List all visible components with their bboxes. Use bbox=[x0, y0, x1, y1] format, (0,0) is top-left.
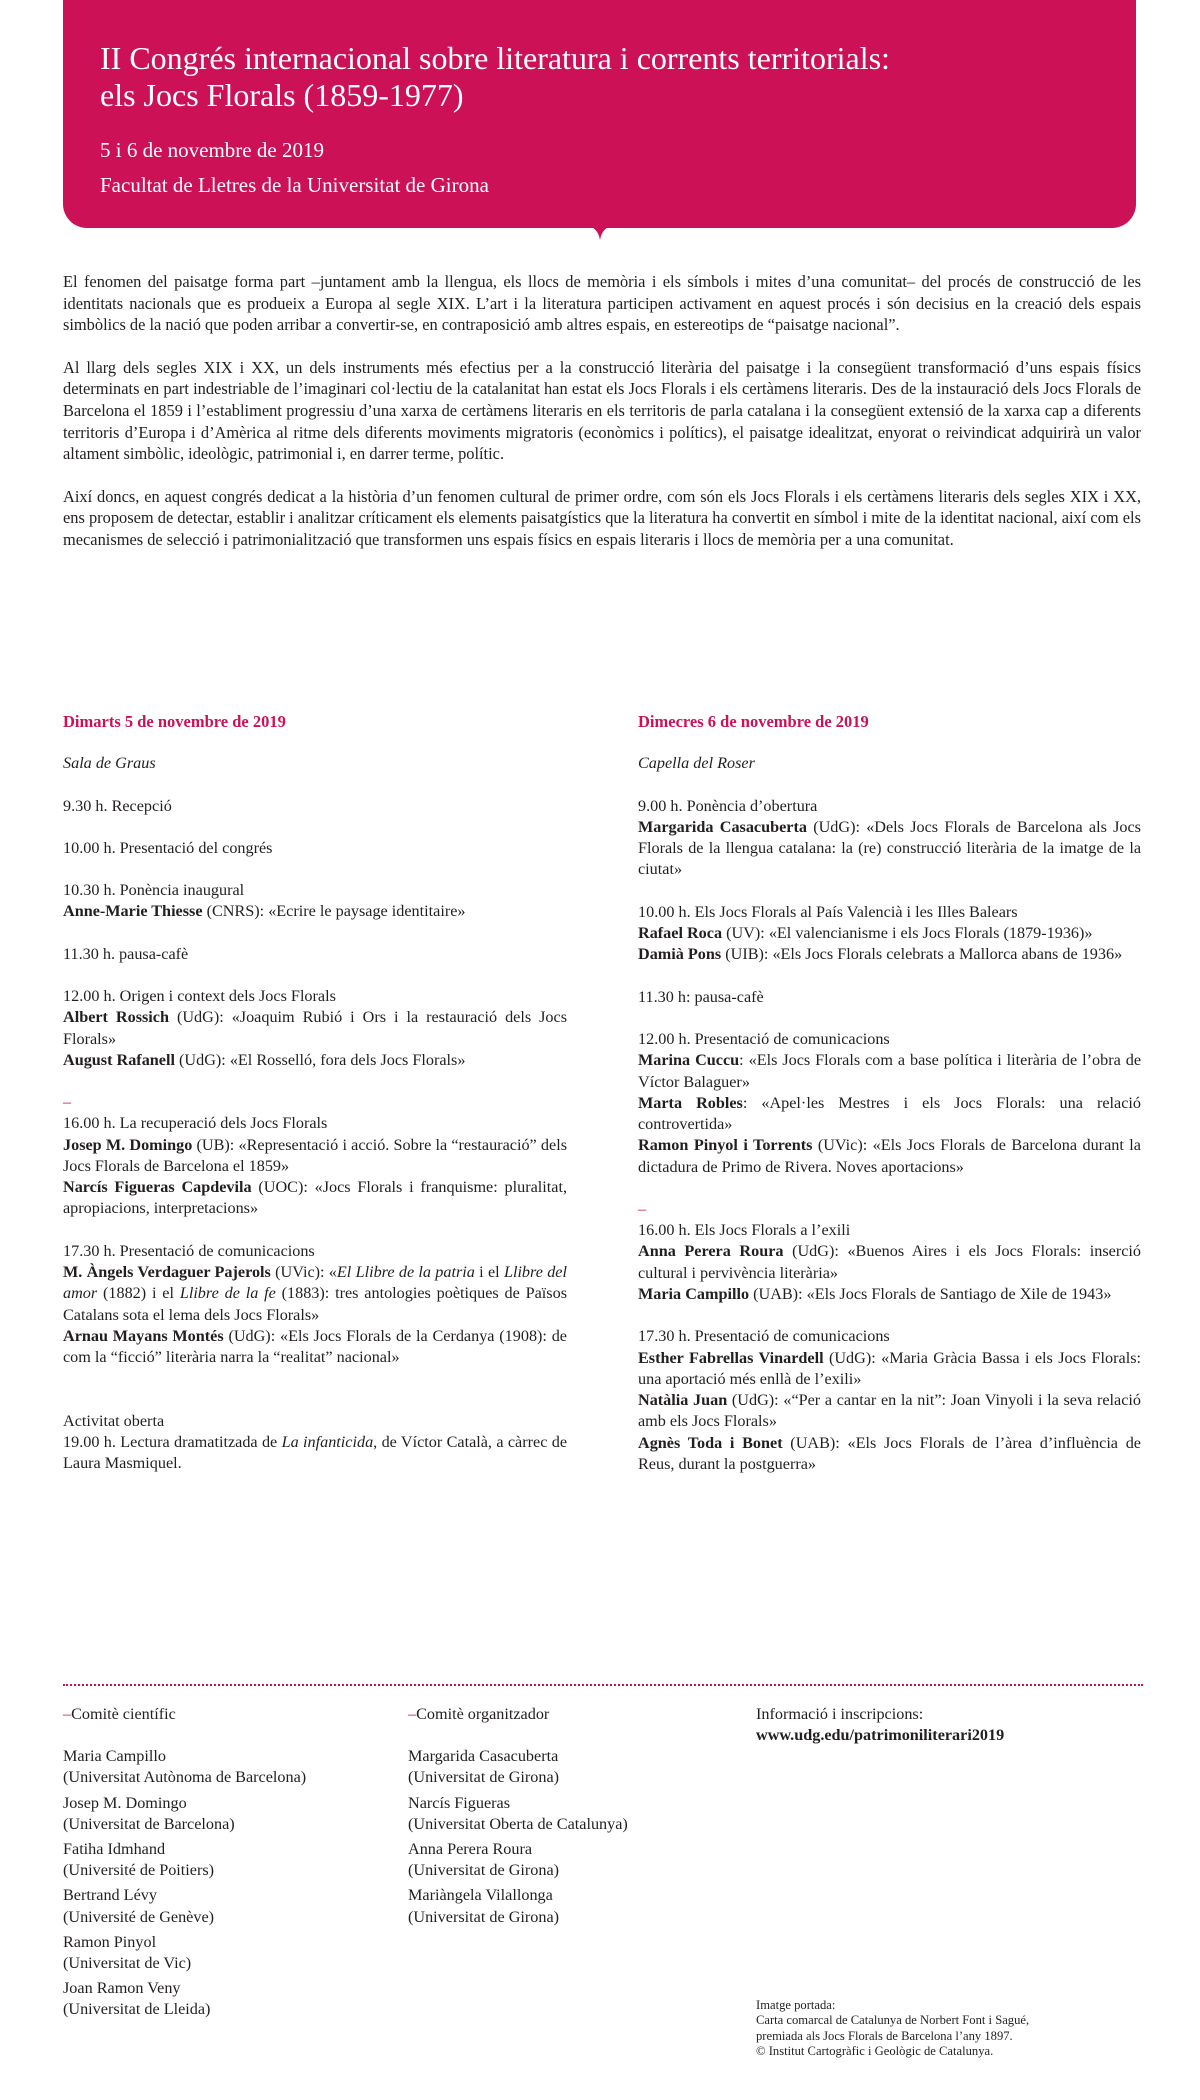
session-time: 9.00 h. Ponència d’obertura bbox=[638, 796, 818, 815]
talk bbox=[638, 1093, 1141, 1136]
session-time: 12.00 h. Origen i context dels Jocs Florals bbox=[63, 987, 336, 1006]
talk bbox=[638, 923, 1141, 944]
session-time: 12.00 h. Presentació de comunicacions bbox=[638, 1029, 890, 1048]
member-name: Mariàngela Vilallonga bbox=[408, 1886, 553, 1905]
talk bbox=[63, 1326, 567, 1369]
book-title: Llibre del amor bbox=[63, 1263, 567, 1303]
committee-member bbox=[408, 1746, 738, 1788]
caption-line: premiada als Jocs Florals de Barcelona l’any 1897. bbox=[756, 2028, 1013, 2043]
committee-heading bbox=[63, 1704, 393, 1725]
talk-title: (UdG): «Joaquim Rubió i Ors i la restauració dels Jocs Florals» bbox=[63, 1008, 567, 1048]
program-item bbox=[638, 1326, 1141, 1475]
activity-label: Activitat oberta bbox=[63, 1411, 165, 1430]
member-name: Anna Perera Roura bbox=[408, 1840, 533, 1859]
member-affiliation: (Universitat de Girona) bbox=[408, 1907, 560, 1926]
member-affiliation: (Universitat de Lleida) bbox=[63, 2000, 211, 2019]
session-time: 16.00 h. Els Jocs Florals a l’exili bbox=[638, 1221, 851, 1240]
session-time: 17.30 h. Presentació de comunicacions bbox=[638, 1327, 890, 1346]
talk-title: (UdG): «“Per a cantar en la nit”: Joan Vinyoli i la seva relació amb els Jocs Florals» bbox=[638, 1391, 1141, 1431]
speaker-name: Rafael Roca bbox=[638, 924, 723, 943]
activity-text: , de Víctor Català, a càrrec de Laura Masmiquel. bbox=[63, 1432, 567, 1473]
speaker-name: Anne-Marie Thiesse bbox=[63, 902, 203, 921]
dash-marker: – bbox=[63, 1705, 72, 1723]
member-name: Maria Campillo bbox=[63, 1747, 166, 1766]
program-item bbox=[63, 1411, 567, 1475]
program-day-1 bbox=[63, 711, 567, 1495]
talk-title: : «Els Jocs Florals com a base política i literària de l’obra de Víctor Balaguer» bbox=[638, 1051, 1142, 1091]
talk-title: (UAB): «Els Jocs Florals de Santiago de Xile de 1943» bbox=[749, 1284, 1112, 1303]
program-item bbox=[638, 1029, 1141, 1178]
member-affiliation: (Universitat Oberta de Catalunya) bbox=[408, 1814, 628, 1833]
talk-title: (CNRS): «Ecrire le paysage identitaire» bbox=[202, 902, 466, 921]
speaker-name: Ramon Pinyol i Torrents bbox=[638, 1136, 813, 1155]
speaker-name: Anna Perera Roura bbox=[638, 1242, 784, 1261]
scientific-committee bbox=[63, 1704, 393, 2025]
intro-paragraph: Així doncs, en aquest congrés dedicat a la història d’un fenomen cultural de primer ordre, com són els Jocs Florals i els certàmens literaris dels segles XIX i XX, ens proposem de detectar, establir i analitzar críticament els elements paisatgístics que la literatura ha convertit en símbol i mite de la identitat nacional, així com els mecanismes de selecció i patrimonialització que transformen uns espais físics en espais literaris i llocs de memòria per a una comunitat. bbox=[63, 486, 1141, 549]
member-affiliation: (Universitat de Girona) bbox=[408, 1768, 560, 1787]
afternoon-separator: – bbox=[638, 1200, 647, 1219]
title-line-1: II Congrés internacional sobre literatura i corrents territorials: bbox=[100, 40, 890, 76]
committee-member bbox=[408, 1839, 738, 1881]
committee-title: Comitè científic bbox=[71, 1705, 176, 1723]
talk-title: (UVic): « bbox=[270, 1263, 337, 1282]
session-venue: Sala de Graus bbox=[63, 754, 156, 773]
talk bbox=[63, 1050, 567, 1071]
program-item bbox=[63, 1241, 567, 1369]
member-name: Fatiha Idmhand bbox=[63, 1840, 166, 1859]
member-affiliation: (Université de Genève) bbox=[63, 1907, 215, 1926]
talk bbox=[638, 1241, 1141, 1284]
registration-link[interactable]: www.udg.edu/patrimoniliterari2019 bbox=[756, 1726, 1005, 1745]
talk bbox=[638, 944, 1141, 965]
member-affiliation: (Universitat de Vic) bbox=[63, 1954, 192, 1973]
program-item bbox=[63, 1113, 567, 1219]
talk bbox=[638, 1284, 1141, 1305]
talk bbox=[63, 1262, 567, 1326]
talk-title: (UdG): «El Rosselló, fora dels Jocs Florals» bbox=[174, 1050, 466, 1069]
speaker-name: Arnau Mayans Montés bbox=[63, 1326, 224, 1345]
activity-text: 19.00 h. Lectura dramatitzada de bbox=[63, 1432, 282, 1451]
member-affiliation: (Universitat de Barcelona) bbox=[63, 1814, 235, 1833]
caption-line: Imatge portada: bbox=[756, 1998, 836, 2012]
talk-title: (UdG): «Buenos Aires i els Jocs Florals: inserció cultural i pervivència literària» bbox=[638, 1242, 1141, 1282]
talk-title: (UIB): «Els Jocs Florals celebrats a Mallorca abans de 1936» bbox=[721, 945, 1123, 964]
member-affiliation: (Universitat Autònoma de Barcelona) bbox=[63, 1768, 307, 1787]
intro-paragraph: El fenomen del paisatge forma part –juntament amb la llengua, els llocs de memòria i els símbols i mites d’una comunitat– del procés de construcció de les identitats nacionals que es produeix a Europa al segle XIX. L’art i la literatura participen activament en aquest procés i són decisius en la creació dels espais simbòlics de la nació que poden arribar a convertir-se, en contraposició amb altres espais, en estereotips de “paisatge nacional”. bbox=[63, 272, 1141, 335]
program-item: 9.30 h. Recepció bbox=[63, 796, 172, 815]
congress-title bbox=[100, 40, 1120, 114]
talk bbox=[63, 1135, 567, 1178]
member-name: Bertrand Lévy bbox=[63, 1886, 157, 1905]
cover-image-caption bbox=[756, 1998, 1146, 2060]
intro-paragraph: Al llarg dels segles XIX i XX, un dels instruments més efectius per a la construcció literària del paisatge i la consegüent transformació d’uns espais físics determinats en part indestriable de l’imaginari col·lectiu de la catalanitat han estat els Jocs Florals i els certàmens literaris. Des de la instauració dels Jocs Florals de Barcelona el 1859 i l’establiment progressiu d’una xarxa de certàmens literaris en els territoris de parla catalana i la consegüent extensió de la xarxa cap a diferents territoris d’Europa i d’Amèrica al ritme dels diferents moviments migratoris (econòmics i polítics), el paisatge idealitzat, enyorat o reivindicat adquirirà un valor altament simbòlic, ideològic, patrimonial i, en darrer terme, polític. bbox=[63, 357, 1141, 464]
talk bbox=[638, 1348, 1141, 1391]
session-time: 10.30 h. Ponència inaugural bbox=[63, 881, 245, 900]
session-venue: Capella del Roser bbox=[638, 754, 755, 773]
talk bbox=[638, 1050, 1141, 1093]
talk bbox=[63, 901, 567, 922]
talk-title: (UV): «El valencianisme i els Jocs Florals (1879-1936)» bbox=[722, 924, 1093, 943]
caption-line: Carta comarcal de Catalunya de Norbert Font i Sagué, bbox=[756, 2013, 1030, 2028]
caption-line: © Institut Cartogràfic i Geològic de Catalunya. bbox=[756, 2044, 994, 2059]
program-item: 11.30 h: pausa-cafè bbox=[638, 987, 764, 1006]
book-title: El Llibre de la patria bbox=[336, 1263, 475, 1282]
congress-venue: Facultat de Lletres de la Universitat de Girona bbox=[100, 173, 489, 197]
spacer bbox=[63, 1390, 567, 1411]
member-name: Narcís Figueras bbox=[408, 1793, 511, 1812]
committee-member bbox=[63, 1932, 393, 1974]
talk-title: (1882) i el bbox=[97, 1284, 180, 1303]
member-name: Josep M. Domingo bbox=[63, 1793, 187, 1812]
speaker-name: Maria Campillo bbox=[638, 1284, 750, 1303]
speaker-name: Esther Fabrellas Vinardell bbox=[638, 1348, 824, 1367]
talk-title: (1883): tres antologies poètiques de Països Catalans sota el lema dels Jocs Florals» bbox=[63, 1284, 567, 1324]
member-name: Ramon Pinyol bbox=[63, 1932, 157, 1951]
committee-member bbox=[63, 1793, 393, 1835]
speaker-name: Marina Cuccu bbox=[638, 1051, 740, 1070]
organizing-committee bbox=[408, 1704, 738, 1932]
afternoon-separator: – bbox=[63, 1093, 72, 1112]
registration-info bbox=[756, 1704, 1136, 1746]
program-item: 11.30 h. pausa-cafè bbox=[63, 944, 189, 963]
member-affiliation: (Université de Poitiers) bbox=[63, 1861, 215, 1880]
talk-title: (UVic): «Els Jocs Florals de Barcelona durant la dictadura de Primo de Rivera. Noves aportacions» bbox=[638, 1136, 1141, 1176]
talk-title: : «Apel·les Mestres i els Jocs Florals: una relació controvertida» bbox=[638, 1093, 1141, 1134]
program-item bbox=[63, 880, 567, 923]
talk-title: (UdG): «Dels Jocs Florals de Barcelona als Jocs Florals de la llengua catalana: la (re) construcció literària de la imatge de la ciutat» bbox=[638, 817, 1141, 879]
committee-member bbox=[63, 1978, 393, 2020]
congress-dates: 5 i 6 de novembre de 2019 bbox=[100, 138, 324, 162]
speaker-name: Damià Pons bbox=[638, 945, 722, 964]
banner-notch bbox=[588, 226, 612, 240]
member-affiliation: (Universitat de Girona) bbox=[408, 1861, 560, 1880]
book-title: Llibre de la fe bbox=[179, 1284, 276, 1303]
talk-title: (UdG): «Els Jocs Florals de la Cerdanya (1908): de com la “ficció” literària narra la “realitat” nacional» bbox=[63, 1326, 567, 1367]
dotted-divider bbox=[63, 1684, 1143, 1686]
member-name: Joan Ramon Veny bbox=[63, 1979, 181, 1998]
speaker-name: Agnès Toda i Bonet bbox=[638, 1433, 783, 1452]
talk bbox=[638, 1390, 1141, 1433]
talk-title: i el bbox=[474, 1263, 504, 1282]
talk bbox=[638, 1433, 1141, 1476]
program-item: 10.00 h. Presentació del congrés bbox=[63, 838, 273, 857]
talk bbox=[638, 1135, 1141, 1178]
speaker-name: Marta Robles bbox=[638, 1093, 743, 1112]
speaker-name: M. Àngels Verdaguer Pajerols bbox=[63, 1263, 271, 1282]
speaker-name: Natàlia Juan bbox=[638, 1391, 728, 1410]
committee-member bbox=[63, 1885, 393, 1927]
session-time: 16.00 h. La recuperació dels Jocs Florals bbox=[63, 1114, 328, 1133]
program-item bbox=[638, 796, 1141, 881]
speaker-name: Albert Rossich bbox=[63, 1008, 169, 1027]
play-title: La infanticida bbox=[281, 1432, 374, 1451]
title-line-2: els Jocs Florals (1859-1977) bbox=[100, 77, 464, 113]
dash-marker: – bbox=[408, 1705, 417, 1723]
speaker-name: August Rafanell bbox=[63, 1050, 175, 1069]
header-banner bbox=[63, 0, 1136, 228]
activity-description bbox=[63, 1432, 567, 1475]
committee-member bbox=[408, 1885, 738, 1927]
member-name: Margarida Casacuberta bbox=[408, 1747, 559, 1766]
info-label: Informació i inscripcions: bbox=[756, 1705, 924, 1723]
talk bbox=[638, 817, 1141, 881]
talk-title: (UAB): «Els Jocs Florals de l’àrea d’influència de Reus, durant la postguerra» bbox=[638, 1433, 1141, 1474]
program-item bbox=[638, 1220, 1141, 1305]
talk bbox=[63, 1177, 567, 1220]
speaker-name: Margarida Casacuberta bbox=[638, 817, 807, 836]
speaker-name: Narcís Figueras Capdevila bbox=[63, 1178, 252, 1197]
session-time: 17.30 h. Presentació de comunicacions bbox=[63, 1241, 315, 1260]
committee-member bbox=[63, 1746, 393, 1788]
committee-title: Comitè organitzador bbox=[416, 1705, 550, 1723]
session-time: 10.00 h. Els Jocs Florals al País Valencià i les Illes Balears bbox=[638, 902, 1018, 921]
program-day-2 bbox=[638, 711, 1141, 1496]
committee-member bbox=[63, 1839, 393, 1881]
intro-text bbox=[63, 271, 1141, 572]
talk-title: (UdG): «Maria Gràcia Bassa i els Jocs Florals: una aportació més enllà de l’exili» bbox=[638, 1348, 1141, 1388]
committee-member bbox=[408, 1793, 738, 1835]
day-title: Dimecres 6 de novembre de 2019 bbox=[638, 712, 869, 731]
talk bbox=[63, 1007, 567, 1050]
talk-title: (UB): «Representació i acció. Sobre la “restauració” dels Jocs Florals de Barcelona el 1859» bbox=[63, 1135, 567, 1175]
speaker-name: Josep M. Domingo bbox=[63, 1135, 193, 1154]
committee-heading bbox=[408, 1704, 738, 1725]
day-title: Dimarts 5 de novembre de 2019 bbox=[63, 712, 286, 731]
program-item bbox=[63, 986, 567, 1071]
talk-title: (UOC): «Jocs Florals i franquisme: pluralitat, apropiacions, interpretacions» bbox=[63, 1178, 567, 1218]
program-item bbox=[638, 902, 1141, 966]
